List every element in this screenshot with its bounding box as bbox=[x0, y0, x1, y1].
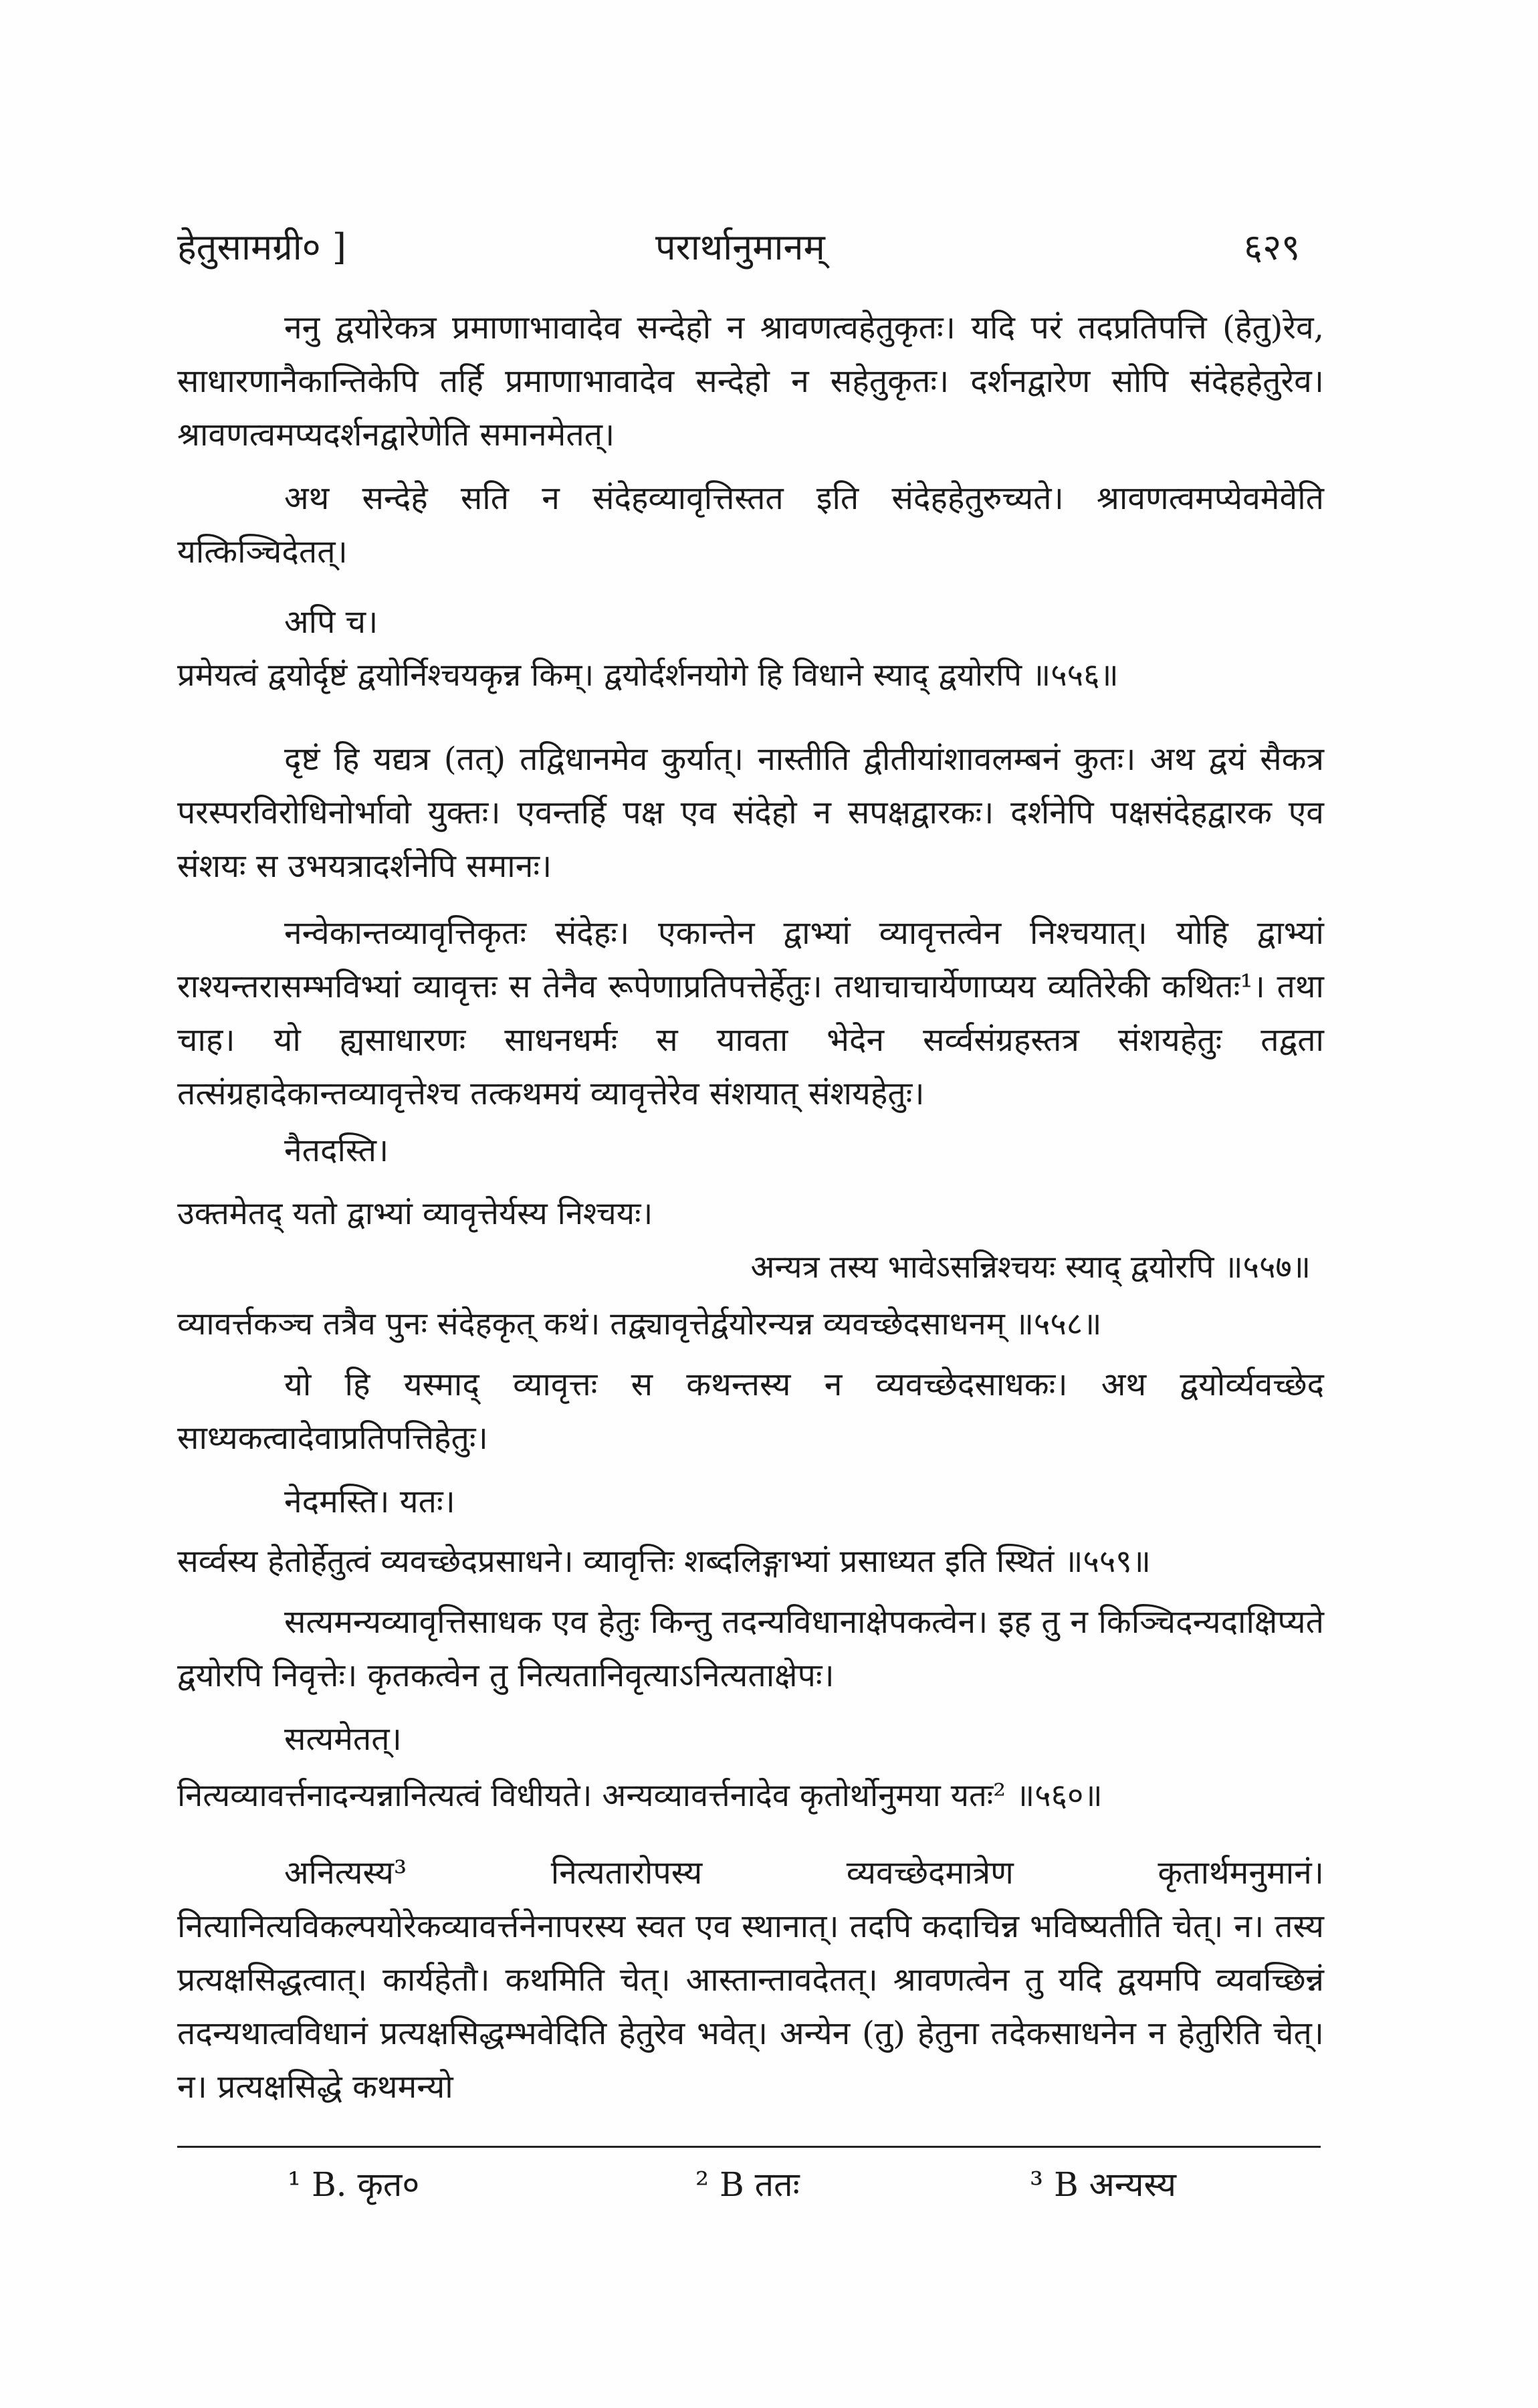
paragraph: अपि च। bbox=[284, 603, 378, 641]
running-header bbox=[0, 221, 1538, 274]
verse: प्रमेयत्वं द्वयोर्दृष्टं द्वयोर्निश्चयकृन्न किम्। द्वयोर्दर्शनयोगे हि विधाने स्याद् द्वयोरपि ॥५५६॥ bbox=[177, 657, 1119, 694]
verse: सर्व्वस्य हेतोर्हेतुत्वं व्यवच्छेदप्रसाधने। व्यावृत्तिः शब्दलिङ्गाभ्यां प्रसाध्यत इति स्थितं ॥५५९॥ bbox=[177, 1543, 1151, 1580]
header-section: हेतुसामग्री० ] bbox=[177, 226, 346, 268]
footnote-divider bbox=[177, 2146, 1321, 2148]
paragraph: दृष्टं हि यद्यत्र (तत्) तद्विधानमेव कुर्यात्। नास्तीति द्वीतीयांशावलम्बनं कुतः। अथ द्वयं सैकत्र परस्परविरोधिनोर्भावो युक्तः। एवन्तर्हि पक्ष एव संदेहो न सपक्षद्वारकः। दर्शनेपि पक्षसंदेहद्वारक एव संशयः स उभयत्रादर्शनेपि समानः। bbox=[177, 740, 1324, 885]
footnote: ³ B अन्यस्य bbox=[1030, 2165, 1176, 2204]
paragraph: सत्यमेतत्। bbox=[284, 1720, 402, 1758]
verse-line: उक्तमेतद् यतो द्वाभ्यां व्यावृत्तेर्यस्य निश्चयः। bbox=[177, 1195, 653, 1232]
verse: व्यावर्त्तकञ्च तत्रैव पुनः संदेहकृत् कथं। तद्व्यावृत्तेर्द्वयोरन्यन्न व्यवच्छेदसाधनम् ॥५५८॥ bbox=[177, 1306, 1102, 1342]
verse-line: अन्यत्र तस्य भावेऽसन्निश्चयः स्याद् द्वयोरपि ॥५५७॥ bbox=[750, 1249, 1311, 1286]
paragraph: ननु द्वयोरेकत्र प्रमाणाभावादेव सन्देहो न श्रावणत्वहेतुकृतः। यदि परं तदप्रतिपत्ति (हेतु)रेव, साधारणानैकान्तिकेपि तर्हि प्रमाणाभावादेव सन्देहो न सहेतुकृतः। दर्शनद्वारेण सोपि संदेहहेतुरेव। श्रावणत्वमप्यदर्शनद्वारेणेति समानमेतत्। bbox=[177, 309, 1324, 454]
paragraph: नेदमस्ति। यतः। bbox=[284, 1483, 455, 1520]
footnote: ¹ B. कृत० bbox=[288, 2165, 420, 2204]
paragraph: अथ सन्देहे सति न संदेहव्यावृत्तिस्तत इति संदेहहेतुरुच्यते। श्रावणत्वमप्येवमेवेति यत्किञ्चिदेतत्। bbox=[177, 480, 1324, 571]
paragraph: अनित्यस्य³ नित्यतारोपस्य व्यवच्छेदमात्रेण कृतार्थमनुमानं। नित्यानित्यविकल्पयोरेकव्यावर्त्तनेनापरस्य स्वत एव स्थानात्। तदपि कदाचिन्न भविष्यतीति चेत्। न। तस्य प्रत्यक्षसिद्धत्वात्। कार्यहेतौ। कथमिति चेत्। आस्तान्तावदेतत्। श्रावणत्वेन तु यदि द्वयमपि व्यवच्छिन्नं तदन्यथात्वविधानं प्रत्यक्षसिद्धम्भवेदिति हेतुरेव भवेत्। अन्येन (तु) हेतुना तदेकसाधनेन न हेतुरिति चेत्। न। प्रत्यक्षसिद्धे कथमन्यो bbox=[177, 1854, 1324, 2106]
verse: नित्यव्यावर्त्तनादन्यन्नानित्यत्वं विधीयते। अन्यव्यावर्त्तनादेव कृतोर्थोनुमया यतः² ॥५६०॥ bbox=[177, 1777, 1103, 1814]
paragraph: यो हि यस्माद् व्यावृत्तः स कथन्तस्य न व्यवच्छेदसाधकः। अथ द्वयोर्व्यवच्छेद साध्यकत्वादेवाप्रतिपत्तिहेतुः। bbox=[177, 1366, 1324, 1457]
footnote: ² B ततः bbox=[695, 2165, 800, 2204]
paragraph: नैतदस्ति। bbox=[284, 1132, 389, 1169]
paragraph: सत्यमन्यव्यावृत्तिसाधक एव हेतुः किन्तु तदन्यविधानाक्षेपकत्वेन। इह तु न किञ्चिदन्यदाक्षिप्यते द्वयोरपि निवृत्तेः। कृतकत्वेन तु नित्यतानिवृत्याऽनित्यताक्षेपः। bbox=[177, 1603, 1324, 1694]
header-title: परार्थानुमानम् bbox=[655, 226, 825, 268]
page-number: ६२९ bbox=[1244, 226, 1301, 268]
paragraph: नन्वेकान्तव्यावृत्तिकृतः संदेहः। एकान्तेन द्वाभ्यां व्यावृत्तत्वेन निश्चयात्। योहि द्वाभ्यां राश्यन्तरासम्भविभ्यां व्यावृत्तः स तेनैव रूपेणाप्रतिपत्तेर्हेतुः। तथाचाचार्येणाप्यय व्यतिरेकी कथितः¹। तथा चाह। यो ह्यसाधारणः साधनधर्मः स यावता भेदेन सर्व्वसंग्रहस्तत्र संशयहेतुः तद्वता तत्संग्रहादेकान्तव्यावृत्तेश्च तत्कथमयं व्यावृत्तेरेव संशयात् संशयहेतुः। bbox=[177, 914, 1324, 1112]
